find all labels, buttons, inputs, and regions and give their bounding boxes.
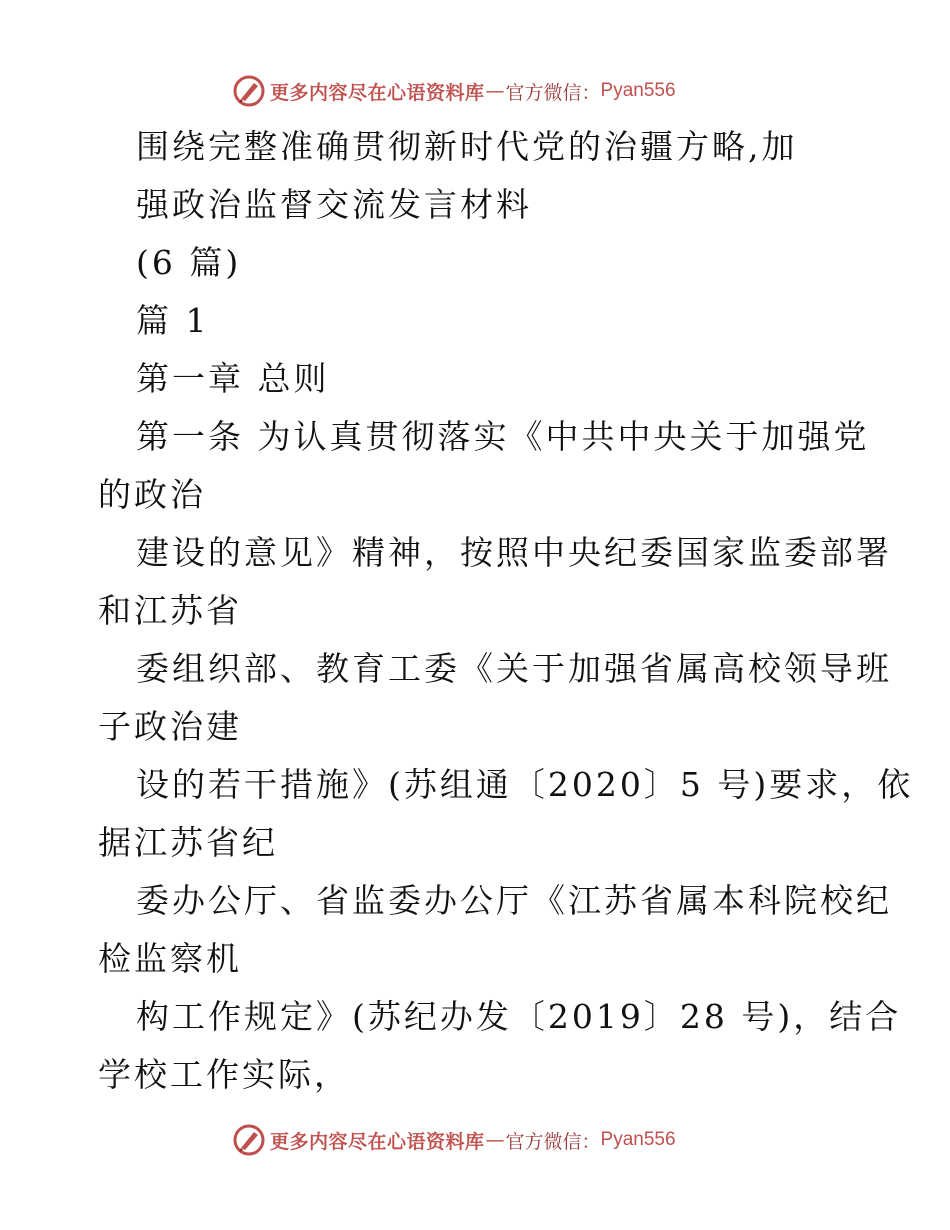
paragraph-line: 委组织部、教育工委《关于加强省属高校领导班 (136, 649, 892, 688)
watermark-channel: 官方微信： (505, 1130, 601, 1153)
watermark-brand: 更多内容尽在心语资料库 (270, 1130, 485, 1153)
quill-logo-icon (232, 74, 266, 108)
paragraph-line: 的政治 (98, 475, 206, 514)
footer-watermark (232, 1121, 676, 1159)
watermark-id: Pyan556 (600, 80, 676, 101)
watermark-dash: — (485, 80, 505, 102)
paragraph-line: 第一条 为认真贯彻落实《中共中央关于加强党 (136, 417, 870, 456)
paragraph-line: 和江苏省 (98, 591, 242, 630)
paragraph-line: 据江苏省纪 (98, 823, 278, 862)
watermark-channel: 官方微信： (505, 81, 601, 104)
paragraph-line: 检监察机 (98, 939, 242, 978)
title-line-2: 强政治监督交流发言材料 (136, 185, 532, 224)
header-watermark (232, 72, 676, 110)
chapter-heading: 第一章 总则 (136, 359, 330, 398)
watermark-id: Pyan556 (600, 1129, 676, 1150)
watermark-dash: — (485, 1129, 505, 1151)
paragraph-line: 建设的意见》精神，按照中央纪委国家监委部署 (136, 533, 892, 572)
paragraph-line: 委办公厅、省监委办公厅《江苏省属本科院校纪 (136, 881, 892, 920)
quill-logo-icon (232, 1123, 266, 1157)
title-count: (6 篇) (136, 243, 242, 282)
paragraph-line: 学校工作实际， (98, 1055, 350, 1094)
paragraph-line: 构工作规定》(苏纪办发〔2019〕28 号)，结合 (136, 997, 902, 1036)
document-body (98, 118, 914, 1104)
paragraph-line: 子政治建 (98, 707, 242, 746)
title-line-1: 围绕完整准确贯彻新时代党的治疆方略,加 (136, 127, 798, 166)
watermark-brand: 更多内容尽在心语资料库 (270, 81, 485, 104)
section-heading: 篇 1 (136, 301, 210, 340)
paragraph-line: 设的若干措施》(苏组通〔2020〕5 号)要求，依 (136, 765, 914, 804)
